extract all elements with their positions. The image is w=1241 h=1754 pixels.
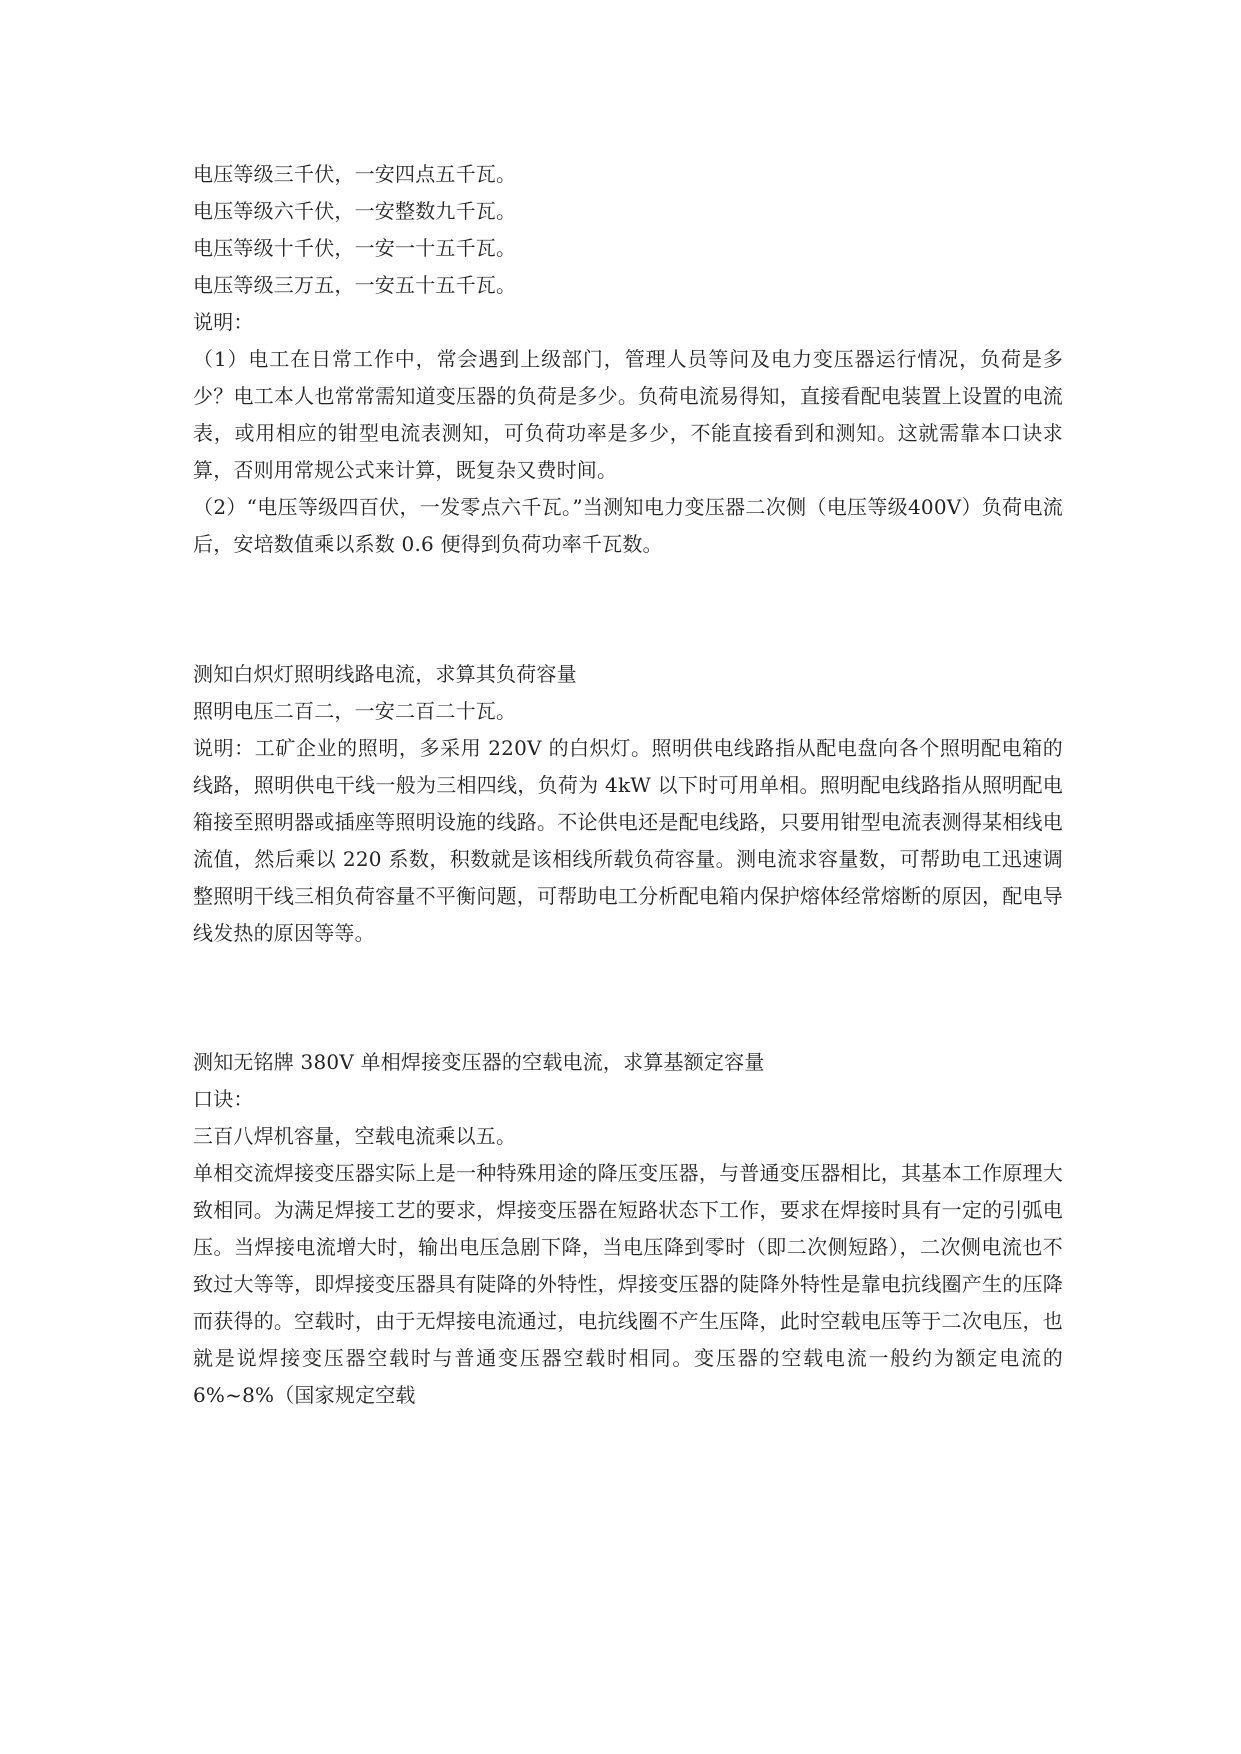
rule-line: 三百八焊机容量，空载电流乘以五。 — [193, 1124, 517, 1148]
section-spacer — [193, 563, 1063, 656]
explanation-note-1: （1）电工在日常工作中，常会遇到上级部门，管理人员等问及电力变压器运行情况，负荷是多少？电工本人也常常需知道变压器的负荷是多少。负荷电流易得知，直接看配电装置上设置的电流表，或用相应的钳型电流表测知，可负荷功率是多少，不能直接看到和测知。这就需靠本口诀求算，否则用常规公式来计算，既复杂又费时间。 — [193, 347, 1063, 482]
section-heading: 测知无铭牌 380V 单相焊接变压器的空载电流，求算基额定容量 — [193, 1050, 765, 1074]
explanation-label: 说明： — [193, 310, 254, 334]
explanation-paragraph: 说明：工矿企业的照明，多采用 220V 的白炽灯。照明供电线路指从配电盘向各个照明配电箱的线路，照明供电干线一般为三相四线，负荷为 4kW 以下时可用单相。照明配电线路指从照明配电箱接至照明器或插座等照明设施的线路。不论供电还是配电线路，只要用钳型电流表测得某相线电流值，然后乘以 220 系数，积数就是该相线所载负荷容量。测电流求容量数，可帮助电工迅速调整照明干线三相负荷容量不平衡问题，可帮助电工分析配电箱内保护熔体经常熔断的原因，配电导线发热的原因等等。 — [193, 736, 1063, 945]
mnemonic-label: 口诀： — [193, 1087, 254, 1111]
body-paragraph: 单相交流焊接变压器实际上是一种特殊用途的降压变压器，与普通变压器相比，其基本工作原理大致相同。为满足焊接工艺的要求，焊接变压器在短路状态下工作，要求在焊接时具有一定的引弧电压。当焊接电流增大时，输出电压急剧下降，当电压降到零时（即二次侧短路），二次侧电流也不致过大等等，即焊接变压器具有陡降的外特性，焊接变压器的陡降外特性是靠电抗线圈产生的压降而获得的。空载时，由于无焊接电流通过，电抗线圈不产生压降，此时空载电压等于二次电压，也就是说焊接变压器空载时与普通变压器空载时相同。变压器的空载电流一般约为额定电流的 6%~8%（国家规定空载 — [193, 1161, 1063, 1407]
section-welding-transformer — [193, 1044, 1063, 1414]
section-voltage-levels — [193, 156, 1063, 563]
section-lighting-load — [193, 656, 1063, 952]
rule-line-6kv: 电压等级六千伏，一安整数九千瓦。 — [193, 199, 517, 223]
rule-line-35kv: 电压等级三万五，一安五十五千瓦。 — [193, 273, 517, 297]
rule-line-3kv: 电压等级三千伏，一安四点五千瓦。 — [193, 162, 517, 186]
section-spacer — [193, 952, 1063, 1044]
document-body — [193, 156, 1063, 1414]
rule-line: 照明电压二百二，一安二百二十瓦。 — [193, 699, 517, 723]
rule-line-10kv: 电压等级十千伏，一安一十五千瓦。 — [193, 236, 517, 260]
explanation-note-2: （2）“电压等级四百伏，一发零点六千瓦。”当测知电力变压器二次侧（电压等级400V）负荷电流后，安培数值乘以系数 0.6 便得到负荷功率千瓦数。 — [193, 495, 1063, 556]
section-heading: 测知白炽灯照明线路电流，求算其负荷容量 — [193, 662, 577, 686]
